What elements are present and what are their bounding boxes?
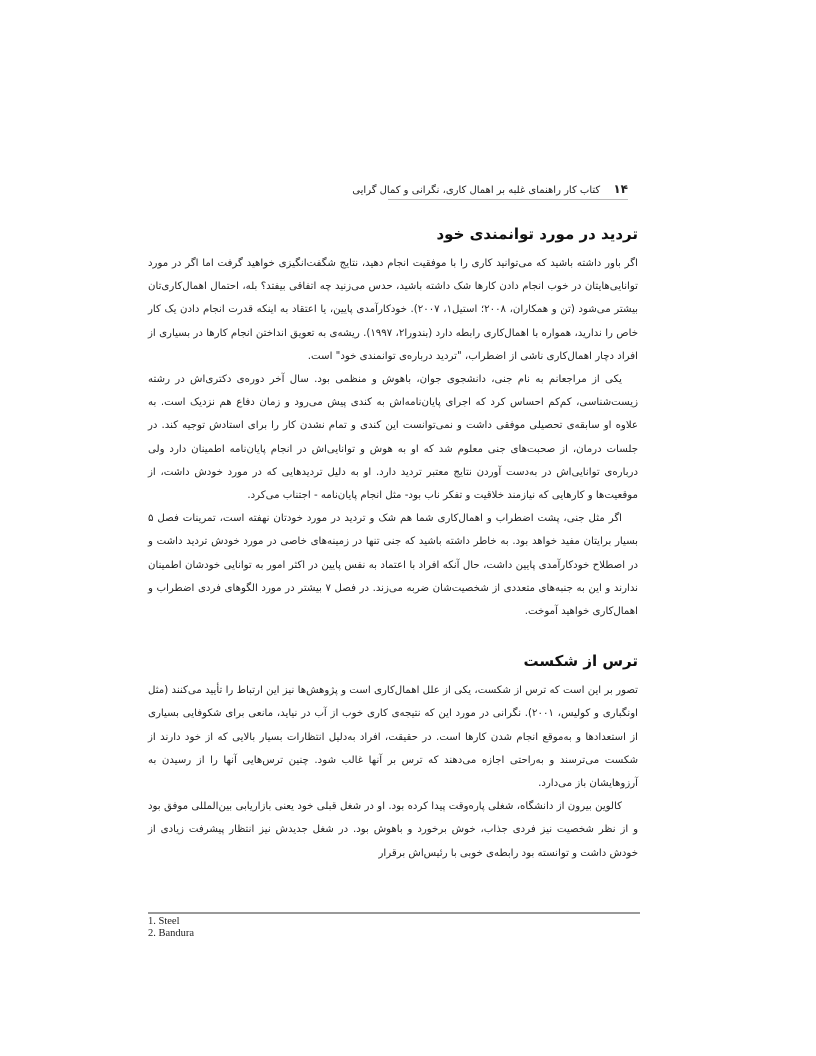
page-number: ۱۴ <box>613 182 628 196</box>
paragraph: کالوین بیرون از دانشگاه، شغلی پاره‌وقت پیدا کرده بود. او در شغل قبلی خود یعنی بازاریابی بین‌المللی موفق بود و از نظر شخصیت نیز فردی جذاب، خوش برخورد و باهوش بود. در شغل جدیدش نیز انتظار پیشرفت زیادی از خودش داشت و توانسته بود رابطه‌ی خوبی با رئیس‌اش برقرار <box>148 801 638 859</box>
paragraph: تصور بر این است که ترس از شکست، یکی از علل اهمال‌کاری است و پژوهش‌ها نیز این ارتباط را تأیید می‌کنند (مثل اونگباری و کولیس، ۲۰۰۱). نگرانی در مورد این که نتیجه‌ی کاری خوب از آب در نیاید، مانعی برای شکوفایی بسیاری از استعدادها و به‌موقع انجام شدن کارها است. در حقیقت، افراد به‌دلیل انتظارات بسیار بالایی که از خود دارند از شکست می‌ترسند و به‌راحتی اجازه می‌دهند که ترس بر آنها غالب شود. چنین ترس‌هایی آنها را از رسیدن به آرزوهایشان باز می‌دارد. <box>148 685 638 790</box>
section-heading-fear-of-failure: ترس از شکست <box>523 652 638 671</box>
running-header <box>352 180 628 198</box>
paragraph: اگر مثل جنی، پشت اضطراب و اهمال‌کاری شما هم شک و تردید در مورد خودتان نهفته است، تمرینات فصل ۵ بسیار برایتان مفید خواهد بود. به خاطر داشته باشید که جنی تنها در زمینه‌های خاصی در مورد خودش تردید داشت و در اصطلاح خودکارآمدی پایین داشت، حال آنکه افراد با اعتماد به نفس پایین در اکثر امور به توانایی خودشان اطمینان ندارند و این به جنبه‌های متعددی از شخصیت‌شان ضربه می‌زند. در فصل ۷ بیشتر در مورد الگوهای فردی اضطراب و اهمال‌کاری خواهید آموخت. <box>148 513 638 618</box>
header-rule <box>388 199 628 200</box>
section-heading-self-doubt: تردید در مورد توانمندی خود <box>436 225 638 243</box>
paragraph: اگر باور داشته باشید که می‌توانید کاری را با موفقیت انجام دهید، نتایج شگفت‌انگیزی خواهید گرفت اما اگر در مورد توانایی‌هایتان در خوب انجام دادن کارها شک داشته باشید، حدس می‌زنید چه اتفاقی بیفتد؟ بله، احتمال اهمال‌کاری‌تان بیشتر می‌شود (تن و همکاران، ۲۰۰۸؛ استیل۱، ۲۰۰۷). خودکارآمدی پایین، یا اعتقاد به اینکه قدرت انجام دادن یک کار خاص را ندارید، همواره با اهمال‌کاری رابطه دارد (بندورا۲، ۱۹۹۷). ریشه‌ی به تعویق انداختن انجام کارها در بسیاری از افراد دچار اهمال‌کاری ناشی از اضطراب، "تردید درباره‌ی توانمندی خود" است. <box>148 258 639 362</box>
footnotes <box>148 916 348 940</box>
main-text <box>148 222 638 865</box>
paragraph: یکی از مراجعانم به نام جنی، دانشجوی جوان، باهوش و منظمی بود. سال آخر دوره‌ی دکتری‌اش در رشته زیست‌شناسی، کم‌کم احساس کرد که اجرای پایان‌نامه‌اش به کندی پیش می‌رود و زمان دفاع هم نزدیک است. به علاوه او سابقه‌ی تحصیلی موفقی داشت و نمی‌توانست این کندی و تمام نشدن کار را برای استادش توجیه کند. در جلسات درمان، از صحبت‌های جنی معلوم شد که او به هوش و توانایی‌اش در انجام پایان‌نامه اطمینان دارد ولی درباره‌ی توانایی‌اش در به‌دست آوردن نتایج معتبر تردید دارد. او به دلیل تردیدهایی که در مورد خودش داشت، از موقعیت‌ها و کارهایی که نیازمند خلاقیت و تفکر ناب بود- مثل انجام پایان‌نامه - اجتناب می‌کرد. <box>148 374 638 502</box>
footnote-item: 2. Bandura <box>148 928 195 939</box>
footnote-item: 1. Steel <box>148 916 180 927</box>
footnote-divider <box>148 912 640 914</box>
running-title: کتاب کار راهنمای غلبه بر اهمال کاری، نگرانی و کمال گرایی <box>352 185 601 196</box>
